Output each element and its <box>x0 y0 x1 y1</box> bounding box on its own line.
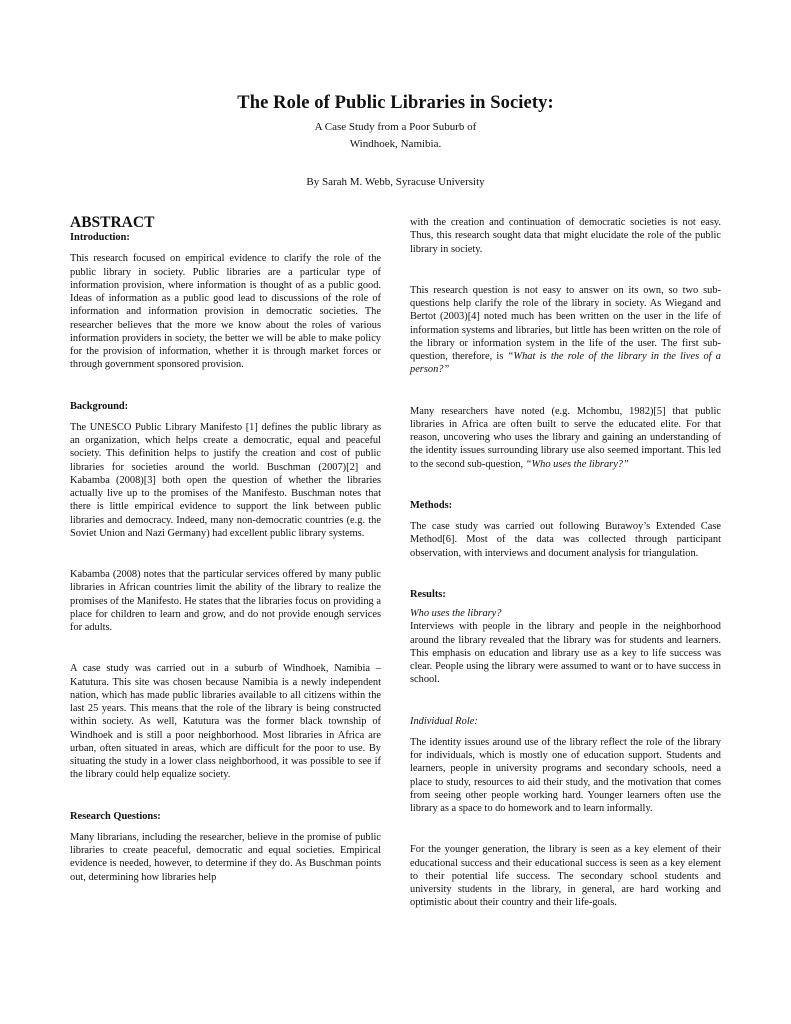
continuation-paragraph: with the creation and continuation of democratic societies is not easy. Thus, this research sought data that might elucidate the role of the public library in society. <box>410 217 721 255</box>
individual-role-heading: Individual Role: <box>410 715 478 727</box>
individual-role-paragraph: The identity issues around use of the library reflect the role of the library for individuals, which is mostly one of education support. Students and learners, people in university programs and secondary schools, need a place to study, resources to aid their study, and the motivation that comes from seeing other people working hard. Younger learners often use the library as a space to do homework and to learn informally. <box>410 736 721 814</box>
paper-title: The Role of Public Libraries in Society: <box>237 93 554 113</box>
background-heading: Background: <box>70 400 129 412</box>
methods-paragraph: The case study was carried out following Burawoy’s Extended Case Method[6]. Most of the data was collected through participant observation, with interviews and document analysis for triangulation. <box>410 521 721 559</box>
introduction-paragraph: This research focused on empirical evidence to clarify the role of the public library in society. Public libraries are a particular type of information provision, where information is thought of as a public good. Ideas of information as a public good lead to discussions of the role of information and information provision in democratic societies. The researcher believes that the more we know about the roles of various information providers in society, the better we will be able to make policy for the provision of information, whether it is through market forces or through government sponsored provision. <box>70 253 381 371</box>
right-column <box>410 216 721 910</box>
paper-subtitle-line2: Windhoek, Namibia. <box>349 138 442 150</box>
research-questions-heading: Research Questions: <box>70 810 161 822</box>
author-line: By Sarah M. Webb, Syracuse University <box>306 176 485 188</box>
background-paragraph: The UNESCO Public Library Manifesto [1] defines the public library as an organization, which helps create a democratic, equal and peaceful society. This definition helps to justify the creation and cost of public libraries for societies around the world. Buschman (2007)[2] and Kabamba (2008)[3] both open the question of whether the libraries actually live up to the promises of the Manifesto. Buschman notes that there is little empirical evidence to support the link between public libraries and democracy. Indeed, many non-democratic countries (e.g. the Soviet Union and Nazi Germany) had excellent public library systems. <box>70 421 381 539</box>
case-study-paragraph: A case study was carried out in a suburb of Windhoek, Namibia – Katutura. This site was chosen because Namibia is a newly independent nation, which has made public libraries available to all citizens within the last 25 years. This means that the role of the library is being constructed within society. As well, Katutura was the former black township of Windhoek and is still a poor neighborhood. Most libraries in Africa are urban, often situated in areas, which are difficult for the poor to use. By situating the study in a lower class neighborhood, it was possible to see if the library could help equalize society. <box>70 663 381 781</box>
elite-paragraph <box>410 405 721 471</box>
paper-subtitle-line1: A Case Study from a Poor Suburb of <box>314 121 477 133</box>
methods-heading: Methods: <box>410 499 453 511</box>
who-uses-heading: Who uses the library? <box>410 608 502 619</box>
younger-generation-paragraph: For the younger generation, the library is seen as a key element of their educational success and their educational success is seen as a key element to their potential life success. The secondary school students and university students in the library, in general, are hard working and optimistic about their country and their life-goals. <box>410 844 721 909</box>
left-column <box>70 214 381 884</box>
second-sub-question-quote: “Who uses the library?” <box>525 458 629 470</box>
sub-questions-text: This research question is not easy to answer on its own, so two sub-questions help clarify the role of the library in society. As Wiegand and Bertot (2003)[4] noted much has been written on the user in the life of information systems and libraries, but little has been written on the role of the library or information system in the life of the user. The first sub-question, therefore, is <box>410 284 721 362</box>
research-questions-paragraph: Many librarians, including the researcher, believe in the promise of public libraries to create peaceful, democratic and equal societies. Empirical evidence is needed, however, to determine if they do. As Buschman points out, determining how libraries help <box>70 831 381 883</box>
sub-questions-paragraph <box>410 284 721 377</box>
first-sub-question-quote: “What is the role of the library in the lives of a person?” <box>410 351 722 376</box>
kabamba-paragraph: Kabamba (2008) notes that the particular services offered by many public libraries in African countries limit the ability of the library to realize the promises of the Manifesto. He states that the libraries focus on providing a place for children to learn and grow, and do not provide enough services for adults. <box>70 569 381 633</box>
elite-text: Many researchers have noted (e.g. Mchombu, 1982)[5] that public libraries in Africa are often built to serve the educated elite. For that reason, uncovering who uses the library and gaining an understanding of the identity issues surrounding library use also seemed important. This led to the second sub-question, <box>410 405 721 470</box>
abstract-heading: ABSTRACT <box>70 214 155 231</box>
results-heading: Results: <box>410 588 446 600</box>
who-uses-paragraph: Interviews with people in the library and people in the neighborhood around the library revealed that the library was for students and learners. This emphasis on education and library use as a key to life success was clear. People using the library were assumed to want or to have success in school. <box>410 621 721 686</box>
introduction-heading: Introduction: <box>70 232 130 243</box>
